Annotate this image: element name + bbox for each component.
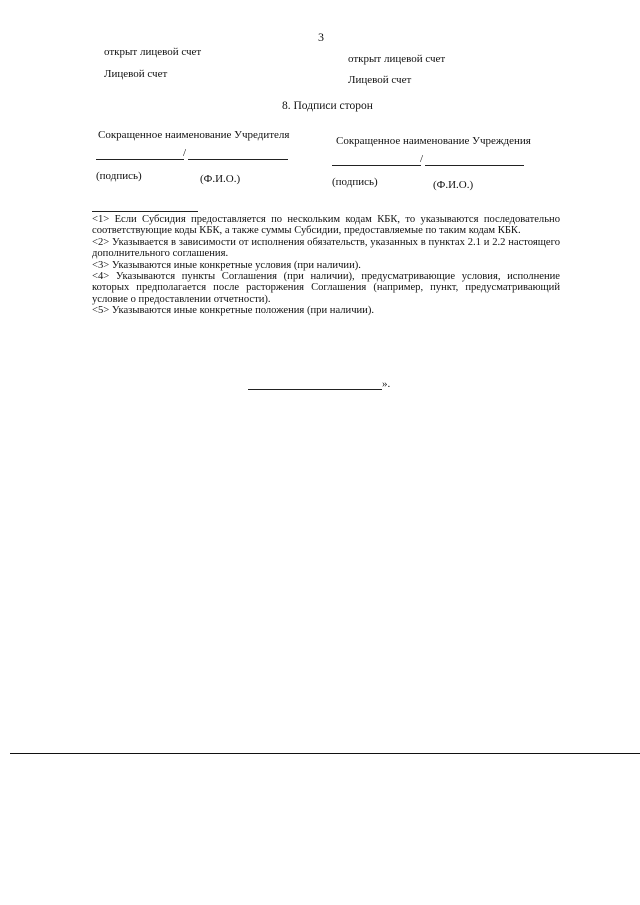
page-number: 3	[318, 30, 324, 44]
footnote-1: <1> Если Субсидия предоставляется по нескольким кодам КБК, то указываются последовательно соответствующие коды КБК, а также суммы Субсидии, предоставляемые по таким кодам КБК.	[92, 214, 560, 237]
footnotes	[92, 214, 560, 317]
footnote-4: <4> Указываются пункты Соглашения (при наличии), предусматривающие условия, исполнение которых предполагается после расторжения Соглашения (например, пункт, предусматривающий условие о предоставлении отчетности).	[92, 271, 560, 305]
footnote-separator	[92, 211, 198, 212]
right-open-account: открыт лицевой счет	[348, 53, 446, 65]
founder-slash: /	[183, 147, 187, 159]
founder-name-label: Сокращенное наименование Учредителя	[98, 129, 290, 141]
institution-name-label: Сокращенное наименование Учреждения	[336, 135, 531, 147]
founder-signature-line	[96, 159, 184, 160]
founder-fio-caption: (Ф.И.О.)	[200, 173, 241, 185]
right-personal-account: Лицевой счет	[348, 74, 412, 86]
institution-fio-caption: (Ф.И.О.)	[433, 179, 474, 191]
institution-signature-caption: (подпись)	[332, 176, 378, 188]
left-open-account: открыт лицевой счет	[104, 46, 202, 58]
section-title: 8. Подписи сторон	[282, 100, 373, 112]
footnote-2: <2> Указывается в зависимости от исполнения обязательств, указанных в пунктах 2.1 и 2.2 настоящего дополнительного соглашения.	[92, 236, 560, 260]
institution-slash: /	[420, 153, 424, 165]
founder-fio-line	[188, 159, 288, 160]
page-bottom-border	[10, 753, 640, 754]
founder-signature-caption: (подпись)	[96, 170, 142, 182]
institution-fio-line	[425, 165, 524, 166]
footnote-3: <3> Указываются иные конкретные условия (при наличии).	[92, 259, 361, 271]
closing-mark: ».	[382, 378, 391, 390]
closing-line	[248, 389, 382, 390]
institution-signature-line	[332, 165, 421, 166]
left-personal-account: Лицевой счет	[104, 68, 168, 80]
footnote-5: <5> Указываются иные конкретные положения (при наличии).	[92, 305, 375, 317]
